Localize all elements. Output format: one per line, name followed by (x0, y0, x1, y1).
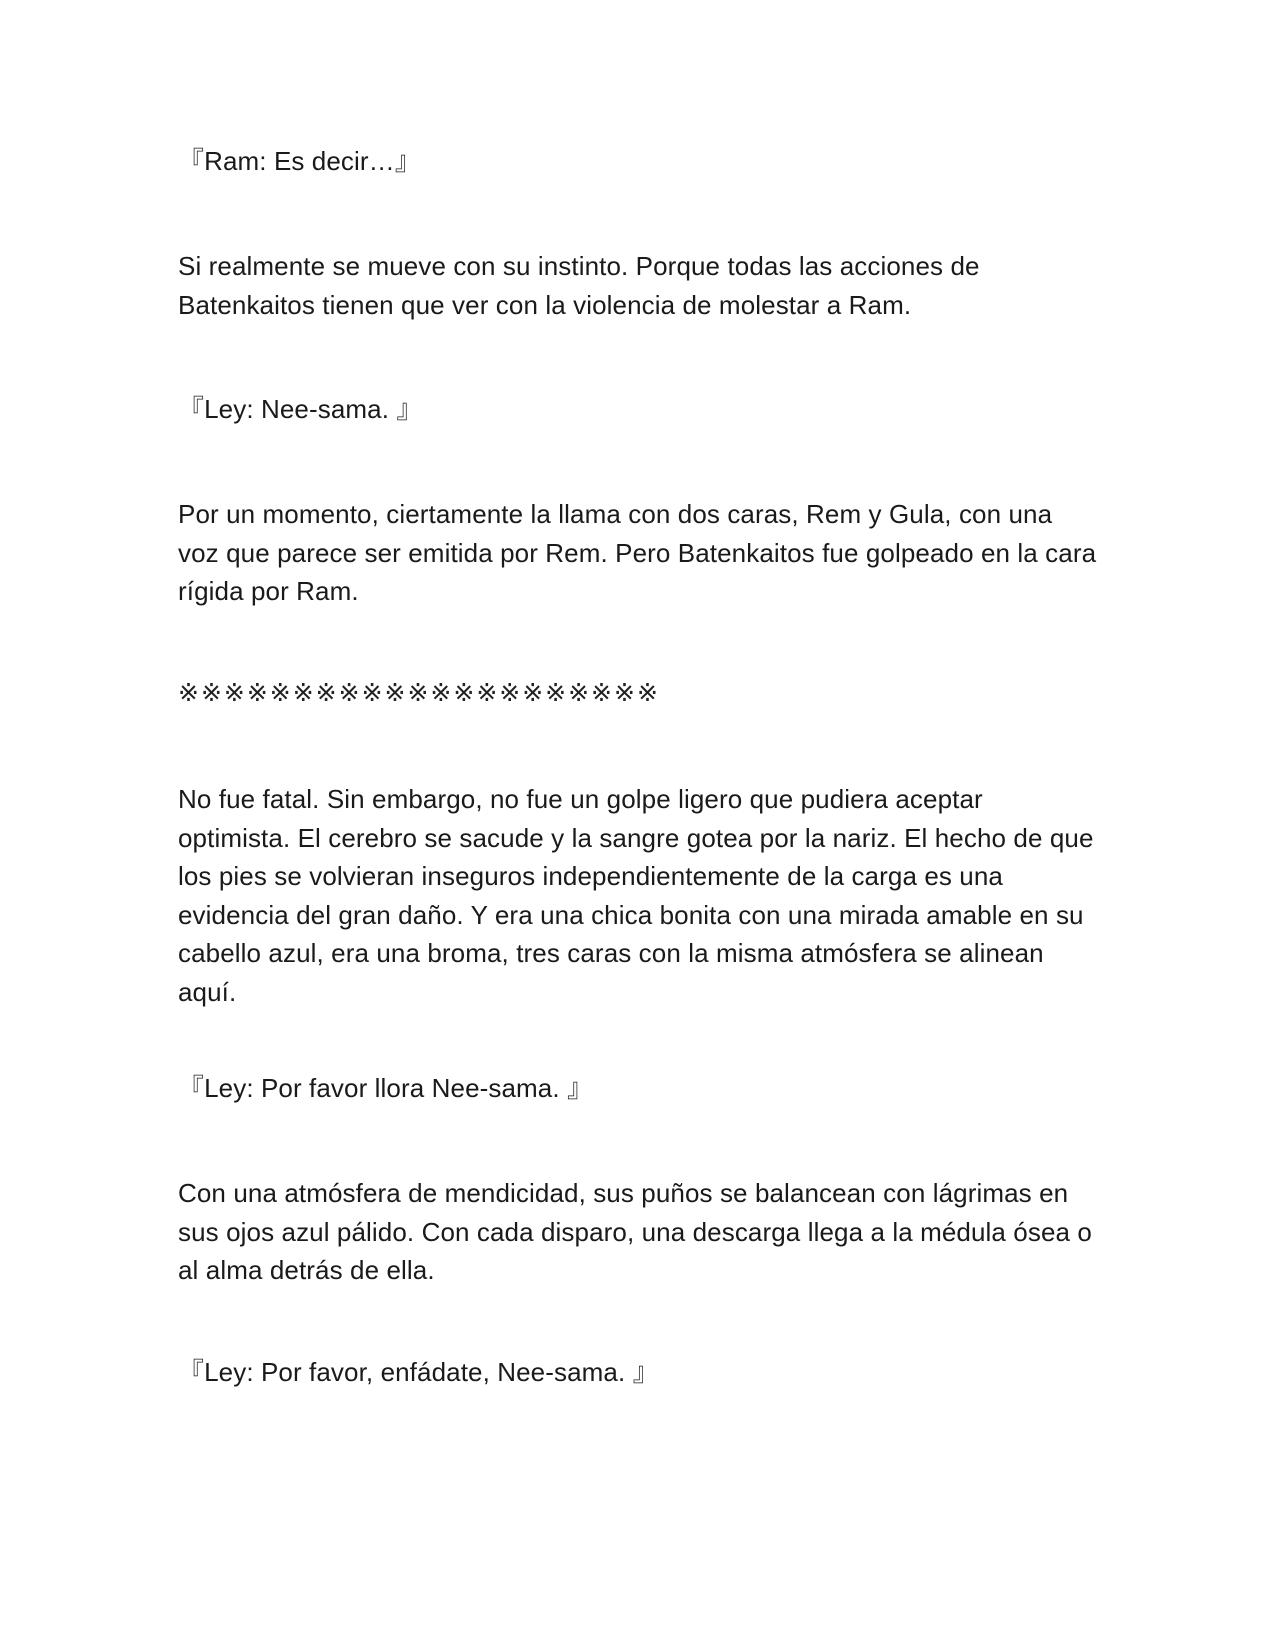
dialogue-ram-es-decir: 『Ram: Es decir…』 (178, 146, 421, 176)
dialogue-ley-nee-sama: 『Ley: Nee-sama. 』 (178, 394, 423, 424)
scene-separator: ※※※※※※※※※※※※※※※※※※※※※ (178, 678, 660, 707)
paragraph-dos-caras: Por un momento, ciertamente la llama con dos caras, Rem y Gula, con una voz que parece ser emitida por Rem. Pero Batenkaitos fue golpeado en la cara rígida por Ram. (178, 499, 1097, 606)
paragraph-instinto: Si realmente se mueve con su instinto. Porque todas las acciones de Batenkaitos tienen que ver con la violencia de molestar a Ram. (178, 251, 980, 320)
dialogue-ley-enfadate: 『Ley: Por favor, enfádate, Nee-sama. 』 (178, 1357, 659, 1387)
paragraph-mendicidad: Con una atmósfera de mendicidad, sus puños se balancean con lágrimas en sus ojos azul pálido. Con cada disparo, una descarga llega a la médula ósea o al alma detrás de ella. (178, 1178, 1092, 1285)
dialogue-ley-llora: 『Ley: Por favor llora Nee-sama. 』 (178, 1073, 594, 1103)
paragraph-no-fue-fatal: No fue fatal. Sin embargo, no fue un golpe ligero que pudiera aceptar optimista. El cerebro se sacude y la sangre gotea por la nariz. El hecho de que los pies se volvieran inseguros independientemente de la carga es una evidencia del gran daño. Y era una chica bonita con una mirada amable en su cabello azul, era una broma, tres caras con la misma atmósfera se alinean aquí. (178, 784, 1094, 1007)
